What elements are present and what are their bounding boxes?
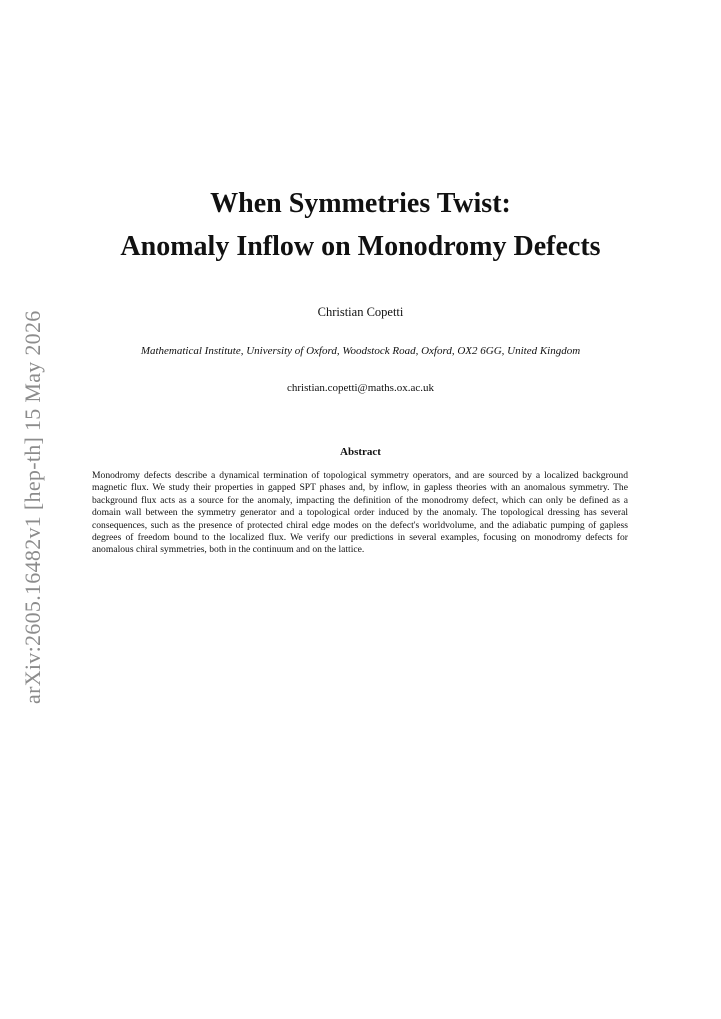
paper-title xyxy=(0,182,721,268)
title-line-1: When Symmetries Twist: xyxy=(210,188,511,219)
author-name: Christian Copetti xyxy=(317,305,404,319)
abstract-text: Monodromy defects describe a dynamical termination of topological symmetry operators, and are sourced by a localized background magnetic flux. We study their properties in gapped SPT phases and, by inflow, in gapless theories with an anomalous symmetry. The background flux acts as a source for the anomaly, impacting the definition of the monodromy defect, which can only be defined as a domain wall between the symmetry generator and a topological order induced by the anomaly. The topological dressing has several consequences, such as the presence of protected chiral edge modes on the defect's worldvolume, and the adiabatic pumping of gapless degrees of freedom bound to the localized flux. We verify our predictions in several examples, focusing on monodromy defects for anomalous chiral symmetries, both in the continuum and on the lattice. xyxy=(92,470,628,556)
abstract-heading: Abstract xyxy=(340,446,381,458)
author-affiliation: Mathematical Institute, University of Oxford, Woodstock Road, Oxford, OX2 6GG, United Kingdom xyxy=(140,345,581,357)
title-line-2: Anomaly Inflow on Monodromy Defects xyxy=(120,231,601,262)
author-email: christian.copetti@maths.ox.ac.uk xyxy=(287,382,434,394)
arxiv-identifier-stamp: arXiv:2605.16482v1 [hep-th] 15 May 2026 xyxy=(20,310,45,704)
